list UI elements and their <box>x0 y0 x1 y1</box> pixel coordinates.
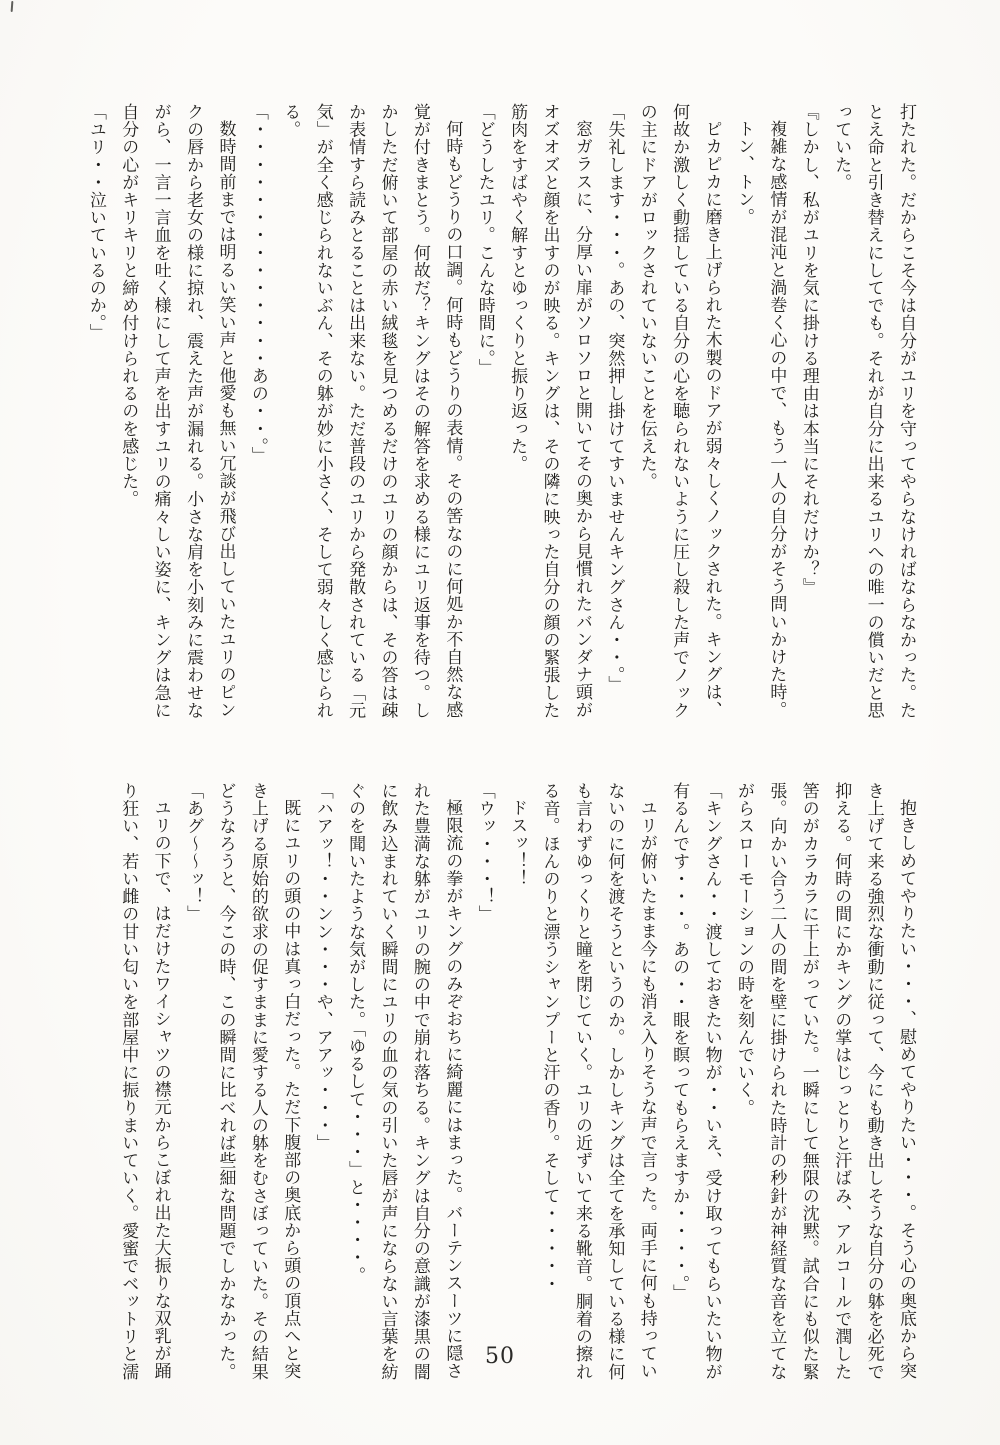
paragraph: ユリの下で、はだけたワイシャツの襟元からこぼれ出た大振りな双乳が踊り狂い、若い雌の甘い匂いを部屋中に振りまいていく。愛蜜でベットリと濡 <box>118 782 171 1381</box>
paragraph: 「あグ〜〜ッ！」 <box>183 782 204 923</box>
paragraph: 打たれた。だからこそ今は自分がユリを守ってやらなければならなかった。たとえ命と引き替えにしてでも。それが自分に出来るユリへの唯一の償いだと思っていた。 <box>831 103 916 719</box>
paragraph: 「ハアッ！・・ンン・・・や、アアッ・・・」 <box>312 782 333 1152</box>
page-number: 50 <box>485 1344 515 1369</box>
paragraph: 複雑な感情が混沌と渦巻く心の中で、もう一人の自分がそう問いかけた時。 <box>766 120 787 719</box>
paragraph: ドスッ！！ <box>507 799 528 887</box>
paragraph: 「キングさん・・渡しておきたい物が・・いえ、受け取ってもらいたい物が有るんです・・・。あの・・眼を瞑ってもらえますか・・・・。」 <box>669 782 722 1381</box>
paragraph: 極限流の拳がキングのみぞおちに綺麗にはまった。バーテンスーツに隠された豊満な躰がユリの腕の中で崩れ落ちる。キングは自分の意識が漆黒の闇に飲み込まれていく瞬間にユリの血の気の引いた唇が声にならない言葉を紡ぐのを聞いたような気がした。「ゆるして・・・」と・・・・。 <box>345 782 463 1381</box>
paragraph: 既にユリの頭の中は真っ白だった。ただ下腹部の奥底から頭の頂点へと突き上げる原始的欲求の促すままに愛する人の躰をむさぼっていた。その結果どうなろうと、今この時、この瞬間に比べれば些細な問題でしかなかった。 <box>215 782 301 1381</box>
paragraph: 「・・・・・・・・・・・・・・あの・・。」 <box>247 103 268 465</box>
paragraph: 何時もどうりの口調。何時もどうりの表情。その筈なのに何処か不自然な感覚が付きまとう。何故だ？キングはその解答を求める様にユリ返事を待つ。しかしただ俯いて部屋の赤い絨毯を見つめるだけのユリの顔からは、その答は疎か表情すら読みとることは出来ない。ただ普段のユリから発散されている「元気」が全く感じられないぶん、その躰が妙に小さく、そして弱々しく感じられる。 <box>280 103 463 719</box>
paragraph: ピカピカに磨き上げられた木製のドアが弱々しくノックされた。キングは、何故か激しく動揺している自分の心を聴られないように圧し殺した声でノックの主にドアがロックされていないことを伝えた。 <box>636 103 722 719</box>
paragraph: 抱きしめてやりたい・・・、慰めてやりたい・・・。そう心の奥底から突き上げて来る強烈な衝動に従って、今にも動き出しそうな自分の躰を必死で抑える。何時の間にかキングの掌はじっとりと汗ばみ、アルコールで潤した筈のがカラカラに干上がっていた。一瞬にして無限の沈黙。試合にも似た緊張。向かい合う二人の間を壁に掛けられた時計の秒針が神経質な音を立てながらスローモーションの時を刻んでいく。 <box>733 782 916 1381</box>
paragraph: 「ウッ・・・！」 <box>474 782 495 923</box>
paragraph: 「どうしたユリ。こんな時間に。」 <box>474 103 495 377</box>
paragraph: 「ユリ・・泣いているのか。」 <box>85 103 106 341</box>
bottom-text-block <box>72 782 922 1382</box>
paragraph: 『しかし、私がユリを気に掛ける理由は本当にそれだけか？』 <box>798 103 819 596</box>
paragraph: 「失礼します・・・。あの、突然押し掛けてすいませんキングさん・・。」 <box>604 103 625 693</box>
paragraph: 数時間前までは明るい笑い声と他愛も無い冗談が飛び出していたユリのピンクの唇から老女の様に掠れ、震えた声が漏れる。小さな肩を小刻みに震わせながら、一言一言血を吐く様にして声を出すユリの痛々しい姿に、キングは急に自分の心がキリキリと締め付けられるのを感じた。 <box>118 103 236 719</box>
scan-artifact-mark <box>11 1 14 12</box>
paragraph: トン、トン。 <box>733 120 754 226</box>
paragraph: 窓ガラスに、分厚い扉がソロソロと開いてその奥から見慣れたバンダナ頭がオズオズと顔を出すのが映る。キングは、その隣に映った自分の顔の緊張した筋肉をすばやく解すとゆっくりと振り返った。 <box>507 103 592 719</box>
top-text-block <box>72 103 922 725</box>
paragraph: ユリが俯いたまま今にも消え入りそうな声で言った。両手に何も持っていないのに何を渡そうというのか。しかしキングは全てを承知している様に何も言わずゆっくりと瞳を閉じていく。ユリの近ずいて来る靴音。胴着の擦れる音。ほんのりと漂うシャンプーと汗の香り。そして・・・・・ <box>539 782 657 1381</box>
